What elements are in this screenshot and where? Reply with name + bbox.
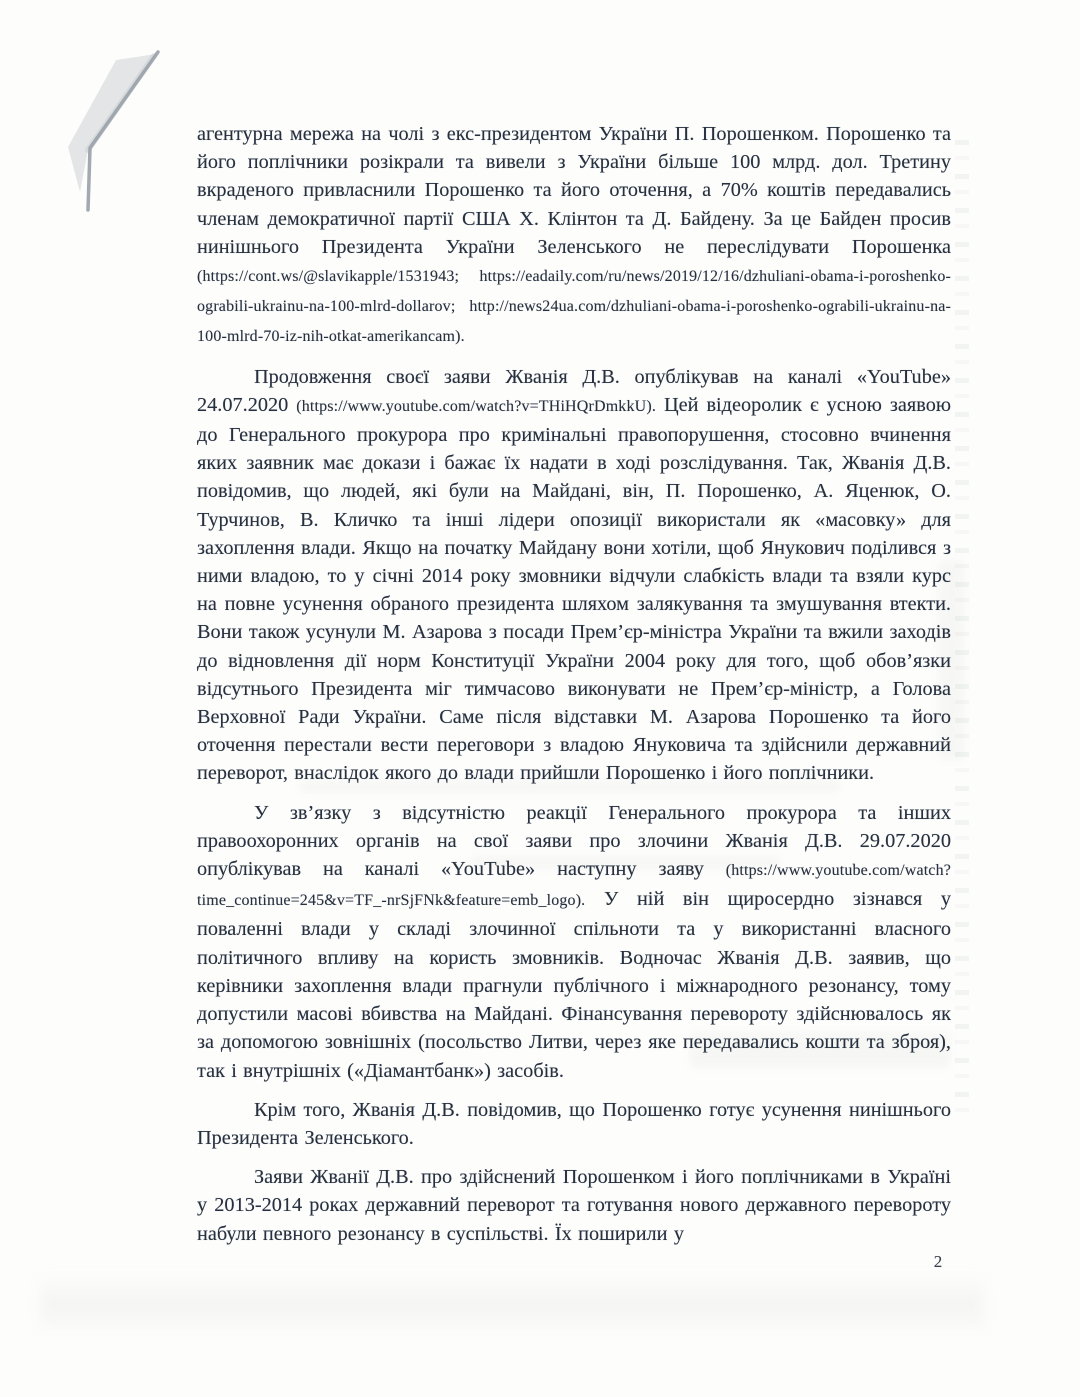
body-text: У ній він щиросердно зізнався у поваленні влади у складі злочинної спільноти та у використанні власного політичного впливу на користь змовників. Водночас Жванія Д.В. заявив, що керівники захоплення влади прагнули публічного і міжнародного резонансу, тому допустили масові вбивства на Майдані. Фінансування перевороту здійснювалось як за допомогою зовнішніх (посольство Литви, через яке передавались кошти та зброя), так і внутрішніх («Діамантбанк») засобів. bbox=[197, 888, 951, 1082]
paragraph-agent-network bbox=[197, 120, 951, 352]
paragraph-youtube-statement-2 bbox=[197, 799, 951, 1085]
body-text: Продовження своєї заяви Жванія Д.В. опублікував на каналі «YouTube» 24.07.2020 bbox=[197, 365, 951, 416]
body-text: агентурна мережа на чолі з екс-президентом України П. Порошенком. Порошенко та його поплічники розікрали та вивели з України більше 100 млрд. дол. Третину вкраденого привласнили Порошенко та його оточення, а 70% коштів передавались членам демократичної партії США Х. Клінтон та Д. Байдену. За це Байден просив нинішнього Президента України Зеленського не переслідувати Порошенка bbox=[197, 123, 951, 258]
page-corner-fold-mark bbox=[58, 42, 178, 222]
page-number: 2 bbox=[933, 1252, 943, 1271]
body-text: Крім того, Жванія Д.В. повідомив, що Порошенко готує усунення нинішнього Президента Зеленського. bbox=[197, 1098, 951, 1149]
paragraph-poroshenko-plot bbox=[197, 1096, 951, 1152]
scan-edge-noise bbox=[955, 140, 969, 1120]
paragraph-youtube-statement-1 bbox=[197, 363, 951, 788]
citation-url-youtube-2: (https://www.youtube.com/watch?time_continue=245&v=TF_-nrSjFNk&feature=emb_logo). bbox=[197, 862, 951, 910]
citation-url-youtube-1: (https://www.youtube.com/watch?v=THiHQrDmkkU). bbox=[296, 397, 656, 415]
body-text: У зв’язку з відсутністю реакції Генерального прокурора та інших правоохоронних органів на свої заяви про злочини Жванія Д.В. 29.07.2020 опублікував на каналі «YouTube» наступну заяву bbox=[197, 801, 951, 881]
paragraph-public-resonance bbox=[197, 1163, 951, 1248]
document-text bbox=[197, 120, 951, 1259]
body-text: Цей відеоролик є усною заявою до Генерального прокурора про кримінальні правопорушення, стосовно вчинення яких заявник має докази і бажає їх надати в ході розслідування. Так, Жванія Д.В. повідомив, що людей, які були на Майдані, він, П. Порошенко, А. Яценюк, О. Турчинов, В. Кличко та інші лідери опозиції використали як «масовку» для захоплення влади. Якщо на початку Майдану вони хотіли, щоб Янукович поділився з ними владою, то у січні 2014 року змовники відчули слабкість влади та взяли курс на повне усунення обраного президента шляхом залякування та змушування втекти. Вони також усунули М. Азарова з посади Прем’єр-міністра України та вжили заходів до відновлення дії норм Конституції України 2004 року для того, щоб обов’язки відсутнього Президента міг тимчасово виконувати не Прем’єр-міністр, а Голова Верховної Ради України. Саме після відставки М. Азарова Порошенко та його оточення перестали вести переговори з владою Януковича та здійснили державний переворот, внаслідок якого до влади прийшли Порошенко і його поплічники. bbox=[197, 393, 951, 785]
citation-urls: (https://cont.ws/@slavikapple/1531943; https://eadaily.com/ru/news/2019/12/16/dzhuliani-obama-i-poroshenko-ograbili-ukrainu-na-100-mlrd-dollarov; http://news24ua.com/dzhuliani-obama-i-poroshenko-ograbili-ukrainu-na-100-mlrd-70-iz-nih-otkat-amerikancam). bbox=[197, 268, 951, 346]
scan-shadow bbox=[40, 1272, 985, 1330]
body-text: Заяви Жванії Д.В. про здійснений Порошенком і його поплічниками в Україні у 2013-2014 роках державний переворот та готування нового державного перевороту набули певного резонансу в суспільстві. Їх поширили у bbox=[197, 1166, 951, 1245]
